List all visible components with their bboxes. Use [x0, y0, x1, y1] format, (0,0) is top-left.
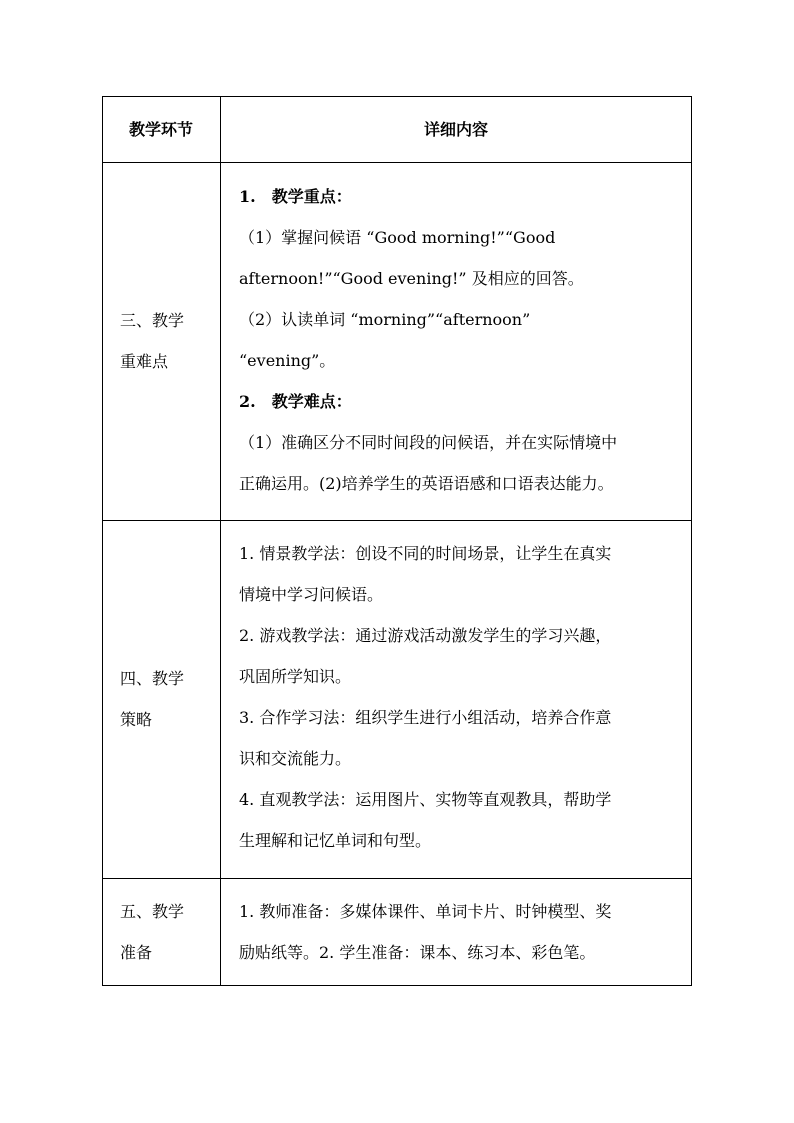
key-points-title: 1. 教学重点：: [239, 187, 352, 206]
row-content-difficulties: [239, 176, 679, 504]
table-border-right: [691, 96, 692, 986]
table-border-left: [102, 96, 103, 986]
stage-line: 四、教学: [120, 669, 185, 688]
stage-line: 五、教学: [120, 902, 185, 921]
content-line: （1）掌握问候语 “Good morning!”“Good: [239, 228, 556, 247]
content-line: 巩固所学知识。: [239, 667, 352, 686]
table-divider-column: [220, 96, 221, 986]
content-line: 1. 教师准备：多媒体课件、单词卡片、时钟模型、奖: [239, 902, 612, 921]
table-border-top: [102, 96, 692, 97]
row-stage-difficulties: [102, 300, 220, 382]
table-divider-row2: [102, 878, 692, 879]
row-content-preparation: [239, 891, 679, 973]
header-content: 详细内容: [423, 120, 488, 139]
content-line: 2. 游戏教学法：通过游戏活动激发学生的学习兴趣，: [239, 626, 612, 645]
content-line: “evening”。: [239, 351, 336, 370]
row-stage-strategy: [102, 658, 220, 740]
content-line: 识和交流能力。: [239, 749, 352, 768]
content-line: 生理解和记忆单词和句型。: [239, 831, 432, 850]
content-line: 励贴纸等。2. 学生准备：课本、练习本、彩色笔。: [239, 943, 596, 962]
stage-line: 三、教学: [120, 311, 185, 330]
table-divider-row1: [102, 520, 692, 521]
difficult-points-title: 2. 教学难点：: [239, 392, 352, 411]
content-line: 情境中学习问候语。: [239, 585, 384, 604]
content-line: 3. 合作学习法：组织学生进行小组活动，培养合作意: [239, 708, 612, 727]
header-stage: 教学环节: [128, 120, 193, 139]
stage-line: 策略: [120, 710, 153, 729]
content-line: 4. 直观教学法：运用图片、实物等直观教具，帮助学: [239, 790, 612, 809]
row-content-strategy: [239, 533, 679, 861]
table-divider-header: [102, 162, 692, 163]
content-line: （2）认读单词 “morning”“afternoon”: [239, 310, 531, 329]
content-line: 1. 情景教学法：创设不同的时间场景，让学生在真实: [239, 544, 612, 563]
row-stage-preparation: [102, 891, 220, 973]
stage-line: 准备: [120, 943, 153, 962]
content-line: afternoon!”“Good evening!” 及相应的回答。: [239, 269, 584, 288]
content-line: 正确运用。(2)培养学生的英语语感和口语表达能力。: [239, 474, 614, 493]
table-border-bottom: [102, 985, 692, 986]
stage-line: 重难点: [120, 352, 169, 371]
content-line: （1）准确区分不同时间段的问候语，并在实际情境中: [239, 433, 618, 452]
